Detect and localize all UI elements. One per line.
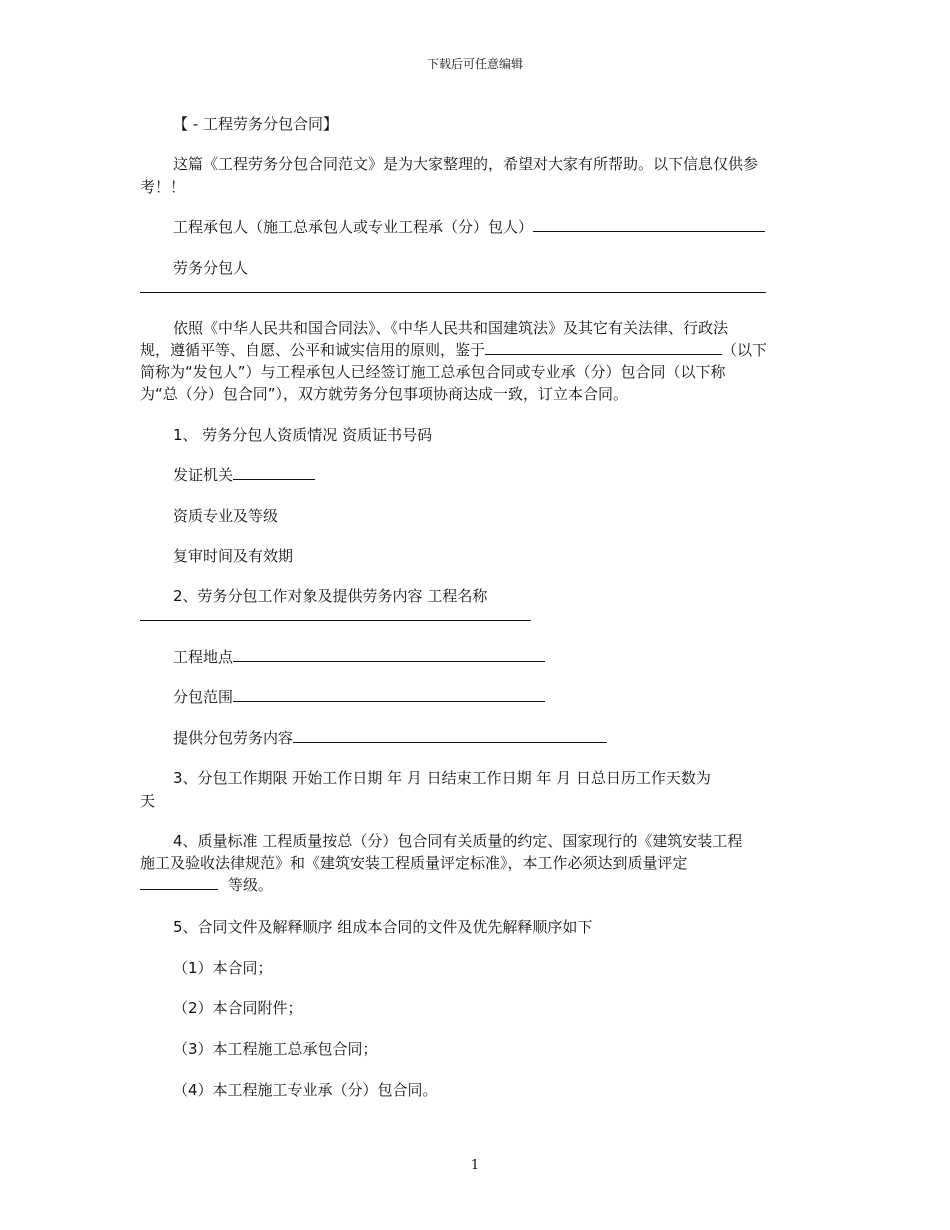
location-field (173, 646, 545, 668)
scope-label: 分包范围 (173, 688, 234, 706)
basis-line-2 (140, 339, 767, 361)
labor-content-label: 提供分包劳务内容 (173, 729, 294, 747)
issuer-field (173, 464, 315, 486)
page-number: 1 (470, 1158, 480, 1173)
section-4-line-1: 4、质量标准 工程质量按总（分）包合同有关质量的约定、国家现行的《建筑安装工程 (173, 832, 743, 850)
section-4-line-3 (140, 874, 273, 896)
page-header: 下载后可任意编辑 (426, 57, 523, 71)
list-item: （1）本合同； (173, 959, 273, 977)
project-name-blank (140, 620, 531, 621)
labor-content-blank (293, 728, 607, 743)
qualification-grade-label: 资质专业及等级 (173, 507, 279, 525)
doc-title: 【 - 工程劳务分包合同】 (173, 115, 338, 133)
intro-line-1: 这篇《工程劳务分包合同范文》是为大家整理的，希望对大家有所帮助。以下信息仅供参 (173, 155, 759, 173)
issuer-blank (233, 465, 315, 480)
subcontractor-blank (140, 292, 766, 293)
list-item: （3）本工程施工总承包合同； (173, 1040, 378, 1058)
location-label: 工程地点 (173, 648, 234, 666)
section-4-line-2: 施工及验收法律规范》和《建筑安装工程质量评定标准》，本工作必须达到质量评定 (140, 854, 688, 872)
intro-line-2: 考！！ (140, 178, 186, 196)
list-item: （2）本合同附件； (173, 999, 303, 1017)
basis-line-4: 为“总（分）包合同”），双方就劳务分包事项协商达成一致，订立本合同。 (140, 385, 629, 403)
basis-line-2-text: 规，遵循平等、自愿、公平和诚实信用的原则，鉴于 (140, 341, 486, 359)
review-period-label: 复审时间及有效期 (173, 547, 294, 565)
scope-blank (233, 687, 545, 702)
labor-content-field (173, 727, 607, 749)
section-3-line-1: 3、分包工作期限 开始工作日期 年 月 日结束工作日期 年 月 日总日历工作天数为 (173, 769, 711, 787)
location-blank (233, 647, 545, 662)
section-2-title: 2、劳务分包工作对象及提供劳务内容 工程名称 (173, 587, 488, 605)
basis-line-1: 依照《中华人民共和国合同法》、《中华人民共和国建筑法》及其它有关法律、行政法 (173, 319, 729, 337)
issuer-label: 发证机关 (173, 466, 234, 484)
contractor-blank (533, 217, 765, 232)
subcontractor-label: 劳务分包人 (173, 259, 249, 277)
quality-grade-blank (140, 875, 218, 890)
basis-line-2-suffix: （以下 (722, 341, 768, 359)
quality-grade-suffix: 等级。 (228, 876, 274, 894)
list-item: （4）本工程施工专业承（分）包合同。 (173, 1081, 438, 1099)
scope-field (173, 686, 545, 708)
section-5-title: 5、合同文件及解释顺序 组成本合同的文件及优先解释顺序如下 (173, 918, 593, 936)
section-1-title: 1、 劳务分包人资质情况 资质证书号码 (173, 426, 433, 444)
contractor-label: 工程承包人（施工总承包人或专业工程承（分）包人） (173, 218, 534, 236)
contractor-field (173, 216, 765, 238)
basis-line-3: 简称为“发包人”）与工程承包人已经签订施工总承包合同或专业承（分）包合同（以下称 (140, 363, 726, 381)
employer-blank (485, 340, 722, 355)
section-3-line-2: 天 (140, 792, 156, 810)
